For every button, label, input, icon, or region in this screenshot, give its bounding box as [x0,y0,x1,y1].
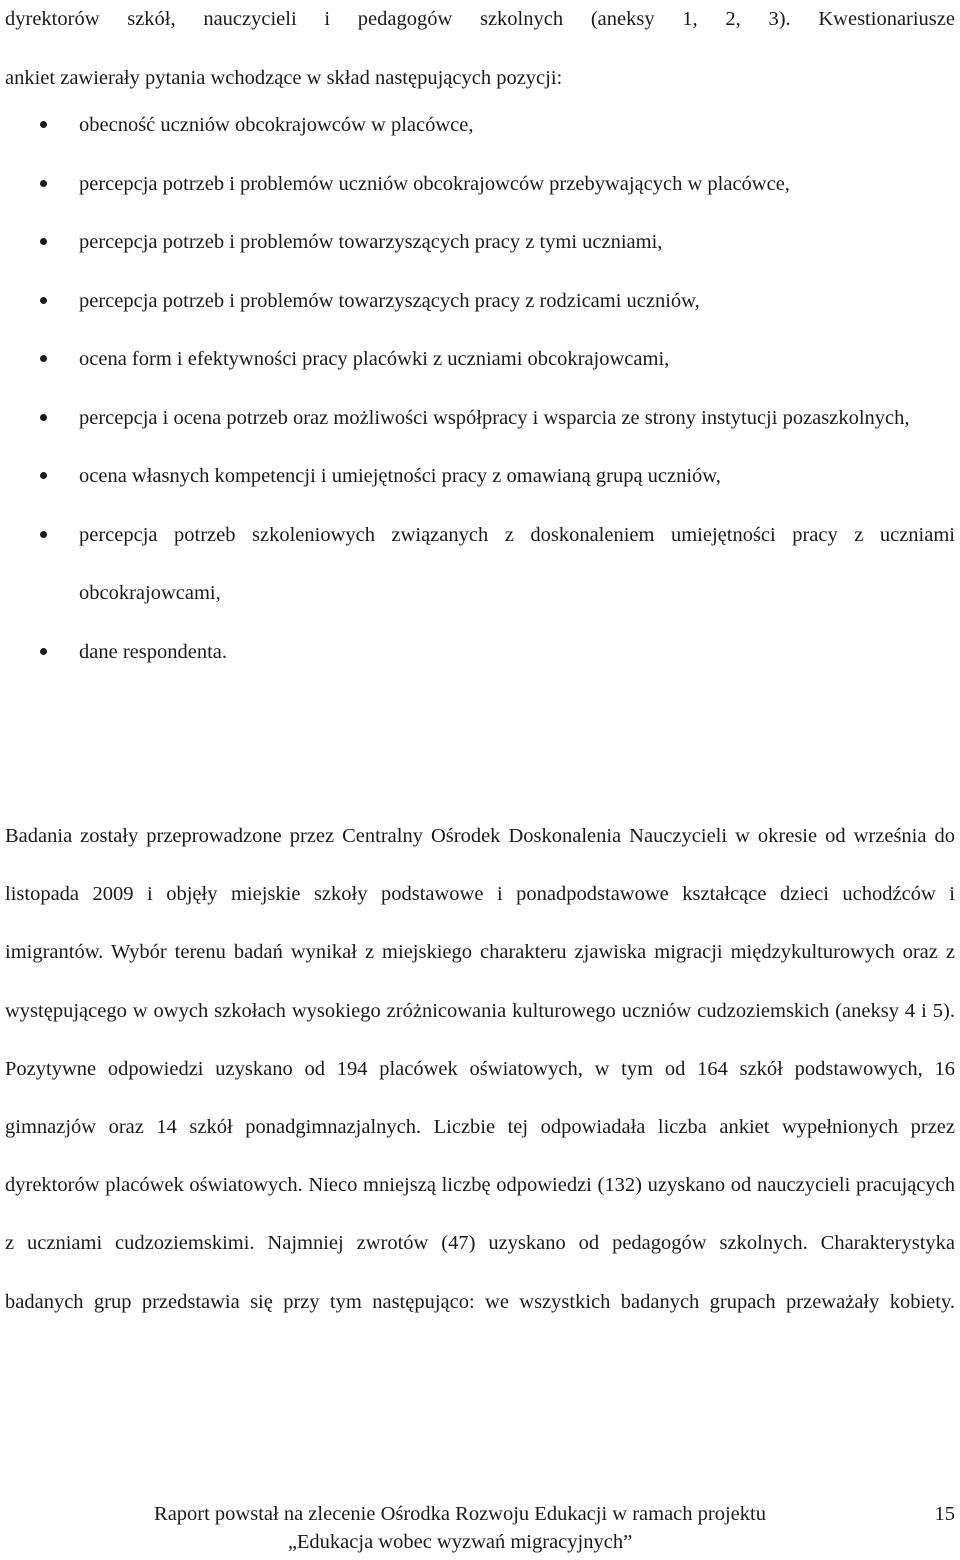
list-item: percepcja i ocena potrzeb oraz możliwości współpracy i wsparcia ze strony instytucji pozaszkolnych, [0,389,960,448]
footer-line-1: Raport powstał na zlecenie Ośrodka Rozwoju Edukacji w ramach projektu [154,1503,766,1525]
bullet-icon [40,472,47,479]
list-item: percepcja potrzeb i problemów towarzyszących pracy z tymi uczniami, [0,213,960,272]
body-paragraph: Badania zostały przeprowadzone przez Centralny Ośrodek Doskonalenia Nauczycieli w okresie od września do listopada 2009 i objęły miejskie szkoły podstawowe i ponadpodstawowe kształcące dzieci uchodźców i imigrantów. Wybór terenu badań wynikał z miejskiego charakteru zjawiska migracji międzykulturowych oraz z występującego w owych szkołach wysokiego zróżnicowania kulturowego uczniów cudzoziemskich (aneksy 4 i 5). Pozytywne odpowiedzi uzyskano od 194 placówek oświatowych, w tym od 164 szkół podstawowych, 16 gimnazjów oraz 14 szkół ponadgimnazjalnych. Liczbie tej odpowiadała liczba ankiet wypełnionych przez dyrektorów placówek oświatowych. Nieco mniejszą liczbę odpowiedzi (132) uzyskano od nauczycieli pracujących z uczniami cudzoziemskimi. Najmniej zwrotów (47) uzyskano od pedagogów szkolnych. Charakterystyka badanych grup przedstawia się przy tym następująco: we wszystkich badanych grupach przeważały kobiety. [5,825,955,1313]
list-item: percepcja potrzeb szkoleniowych związanych z doskonaleniem umiejętności pracy z uczniami obcokrajowcami, [0,506,960,623]
page-number: 15 [934,1503,955,1525]
bullet-icon [40,297,47,304]
list-item: ocena własnych kompetencji i umiejętności pracy z omawianą grupą uczniów, [0,447,960,506]
bullet-icon [40,238,47,245]
footer-line-2: „Edukacja wobec wyzwań migracyjnych” [287,1531,633,1553]
bullet-icon [40,180,47,187]
page-footer [0,1500,960,1560]
list-item: percepcja potrzeb i problemów uczniów obcokrajowców przebywających w placówce, [0,155,960,214]
intro-line-1: dyrektorów szkół, nauczycieli i pedagogów szkolnych (aneksy 1, 2, 3). Kwestionariusze [5,8,955,30]
questionnaire-topics-list [0,96,960,681]
bullet-icon [40,648,47,655]
bullet-icon [40,414,47,421]
list-item: ocena form i efektywności pracy placówki z uczniami obcokrajowcami, [0,330,960,389]
bullet-icon [40,531,47,538]
intro-paragraph [5,0,955,107]
bullet-icon [40,121,47,128]
list-item: percepcja potrzeb i problemów towarzyszących pracy z rodzicami uczniów, [0,272,960,331]
list-item: obecność uczniów obcokrajowców w placówce, [0,96,960,155]
footer-note [60,1500,860,1556]
bullet-icon [40,355,47,362]
intro-line-2: ankiet zawierały pytania wchodzące w skład następujących pozycji: [5,66,563,89]
list-item: dane respondenta. [0,623,960,682]
